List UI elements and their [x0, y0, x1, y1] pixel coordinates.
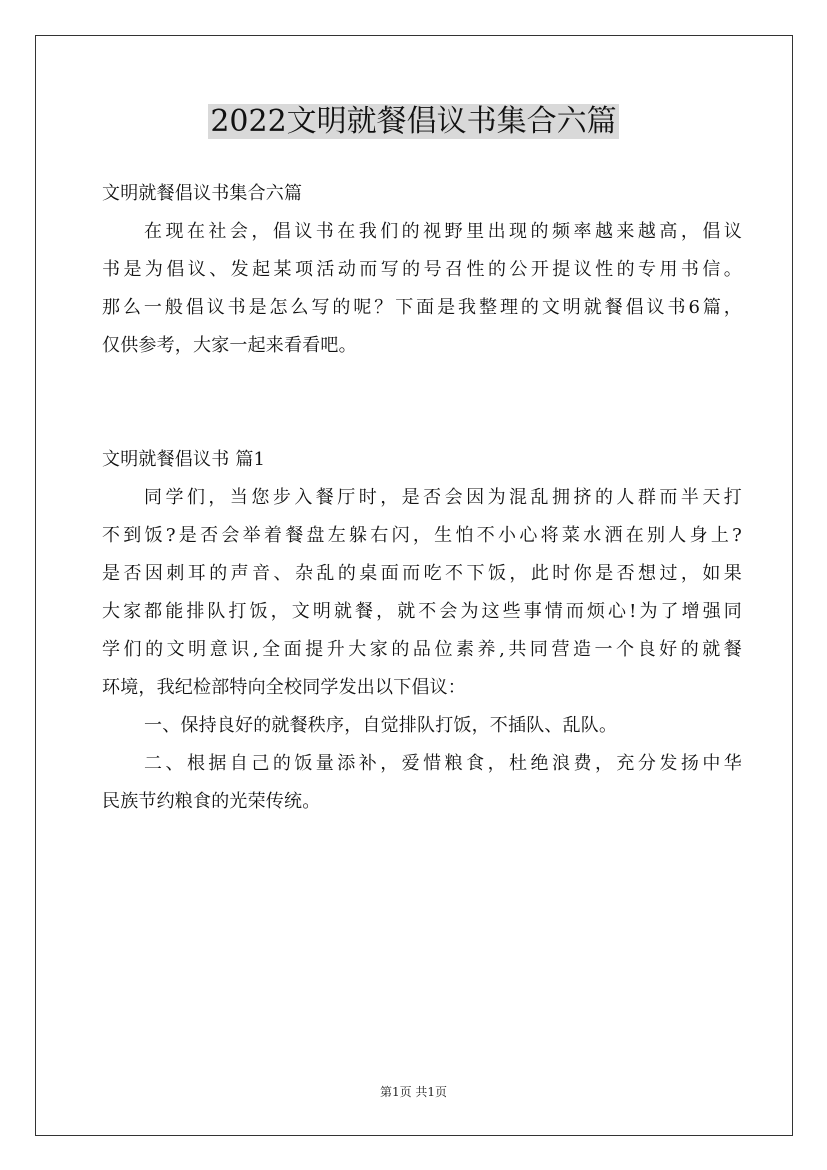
document-body: [102, 175, 742, 821]
proposal-line: 二、根据自己的饭量添补，爱惜粮食，杜绝浪费，充分发扬中华: [144, 753, 742, 774]
intro-line: 仅供参考，大家一起来看看吧。: [102, 335, 357, 356]
document-title: [0, 100, 827, 144]
proposal-line: 民族节约粮食的光荣传统。: [102, 791, 321, 812]
paragraph-line: 是否因刺耳的声音、杂乱的桌面而吃不下饭，此时你是否想过，如果: [102, 563, 742, 584]
document-subtitle: 文明就餐倡议书集合六篇: [102, 183, 303, 204]
section-paragraph: [102, 479, 742, 707]
intro-line: 书是为倡议、发起某项活动而写的号召性的公开提议性的专用书信。: [102, 259, 742, 280]
intro-paragraph: [102, 213, 742, 365]
paragraph-line: 学们的文明意识,全面提升大家的品位素养,共同营造一个良好的就餐: [102, 639, 742, 660]
proposal-item: 一、保持良好的就餐秩序，自觉排队打饭，不插队、乱队。: [144, 715, 618, 736]
document-title-text: 2022文明就餐倡议书集合六篇: [210, 104, 617, 139]
paragraph-line: 同学们，当您步入餐厅时，是否会因为混乱拥挤的人群而半天打: [144, 487, 742, 508]
paragraph-line: 大家都能排队打饭，文明就餐，就不会为这些事情而烦心!为了增强同: [102, 601, 742, 622]
intro-line: 在现在社会，倡议书在我们的视野里出现的频率越来越高，倡议: [144, 221, 742, 242]
intro-line: 那么一般倡议书是怎么写的呢？下面是我整理的文明就餐倡议书6篇，: [102, 297, 742, 318]
section-spacer: [102, 365, 742, 441]
page-footer: 第1页 共1页: [379, 1085, 448, 1099]
paragraph-line: 环境，我纪检部特向全校同学发出以下倡议：: [102, 677, 466, 698]
proposal-item: [102, 745, 742, 821]
section-heading: 文明就餐倡议书 篇1: [102, 449, 266, 470]
paragraph-line: 不到饭?是否会举着餐盘左躲右闪，生怕不小心将菜水洒在别人身上?: [102, 525, 742, 546]
